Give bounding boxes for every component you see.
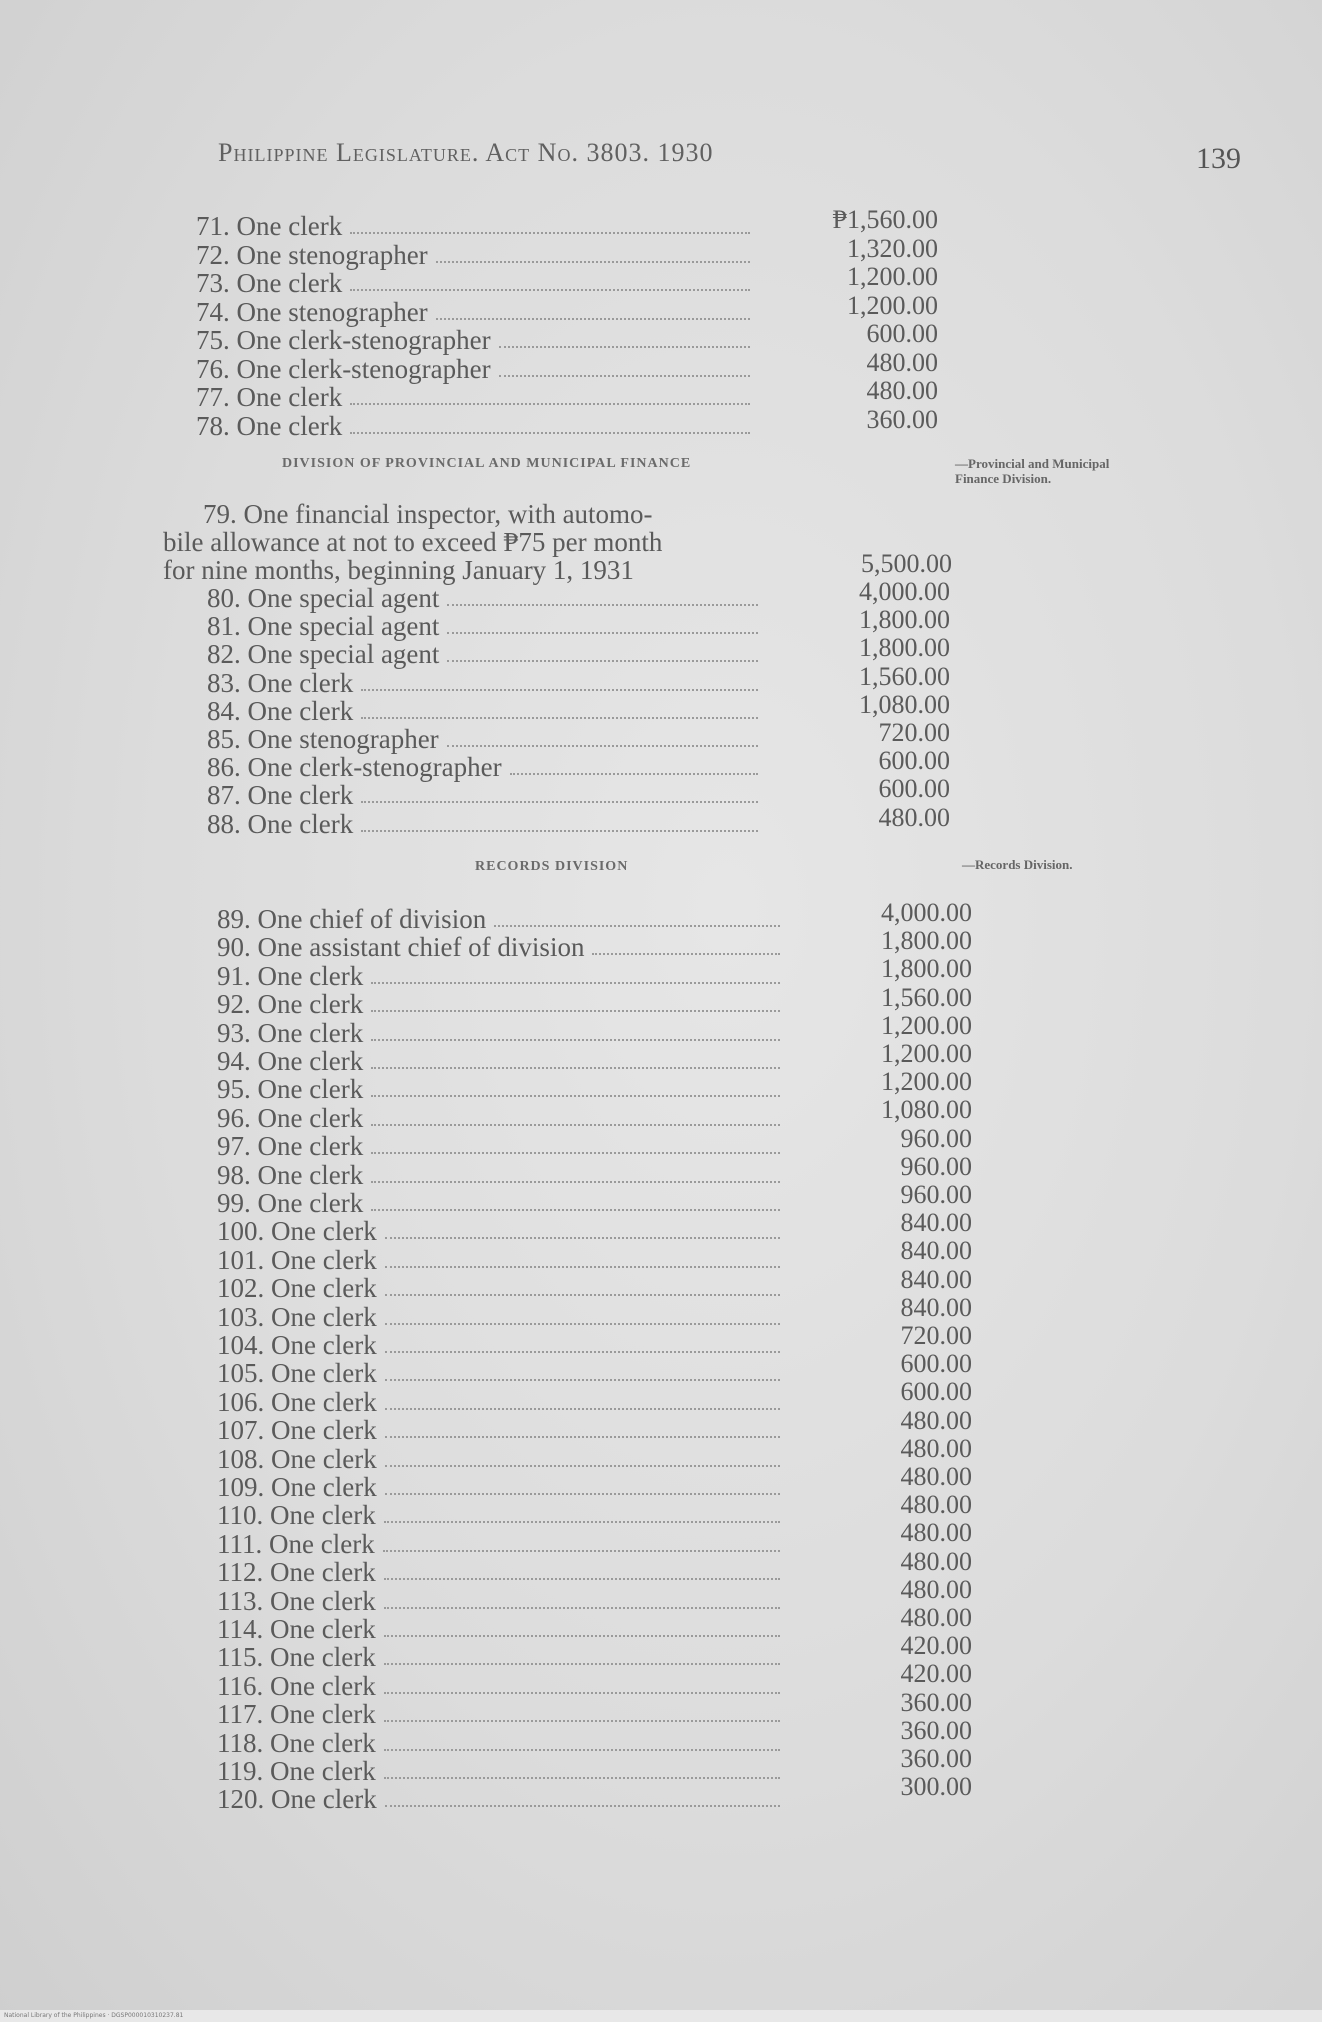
list-item-label: 83. One clerk bbox=[207, 667, 354, 698]
list-item bbox=[217, 1416, 780, 1444]
list-item-label: 97. One clerk bbox=[217, 1131, 364, 1162]
dot-leader bbox=[385, 1237, 780, 1239]
dot-leader bbox=[384, 1749, 780, 1751]
page-number: 139 bbox=[1196, 142, 1241, 175]
list-item-amount: 480.00 bbox=[900, 1405, 972, 1435]
section-heading-provincial: DIVISION OF PROVINCIAL AND MUNICIPAL FINANCE bbox=[282, 456, 692, 471]
dot-leader bbox=[361, 801, 758, 803]
dot-leader bbox=[384, 1521, 780, 1523]
dot-leader bbox=[447, 660, 758, 662]
list-item bbox=[196, 355, 750, 383]
list-item-label: 120. One clerk bbox=[217, 1784, 377, 1815]
list-item-label: 84. One clerk bbox=[207, 695, 354, 726]
list-item-amount: 480.00 bbox=[900, 1546, 972, 1576]
list-item-label: 95. One clerk bbox=[217, 1074, 364, 1105]
list-item-label: 89. One chief of division bbox=[217, 904, 487, 934]
list-item bbox=[217, 1217, 780, 1245]
dot-leader bbox=[361, 717, 758, 719]
list-item bbox=[217, 1672, 780, 1700]
item-79-line-1: 79. One financial inspector, with automo- bbox=[203, 499, 653, 529]
list-item-label: 78. One clerk bbox=[196, 410, 343, 441]
dot-leader bbox=[350, 289, 750, 291]
list-item bbox=[217, 1558, 780, 1586]
list-item-amount: 840.00 bbox=[900, 1264, 972, 1294]
list-item-amount: 840.00 bbox=[900, 1236, 972, 1266]
dot-leader bbox=[385, 1493, 780, 1495]
list-item-amount: 1,080.00 bbox=[859, 689, 950, 719]
dot-leader bbox=[371, 1010, 780, 1012]
list-item bbox=[217, 1274, 780, 1302]
list-item-label: 112. One clerk bbox=[217, 1557, 376, 1588]
list-item-amount: 480.00 bbox=[866, 347, 938, 377]
list-item bbox=[217, 1530, 780, 1558]
list-item-label: 73. One clerk bbox=[196, 268, 343, 298]
list-item bbox=[217, 1729, 780, 1757]
list-item bbox=[217, 990, 780, 1018]
list-item-amount: ₱1,560.00 bbox=[832, 205, 938, 234]
dot-leader bbox=[385, 1379, 780, 1381]
list-item bbox=[217, 933, 780, 961]
list-item bbox=[217, 1303, 780, 1331]
list-item bbox=[217, 1359, 780, 1387]
dot-leader bbox=[384, 1720, 780, 1722]
dot-leader bbox=[385, 1351, 780, 1353]
list-item-label: 92. One clerk bbox=[217, 989, 364, 1020]
dot-leader bbox=[371, 1181, 780, 1183]
list-item-amount: 1,800.00 bbox=[859, 605, 950, 635]
dot-leader bbox=[371, 982, 780, 984]
dot-leader bbox=[385, 1294, 780, 1296]
list-item-amount: 480.00 bbox=[900, 1490, 972, 1520]
list-item-amount: 1,560.00 bbox=[859, 661, 950, 691]
dot-leader bbox=[371, 1209, 780, 1211]
list-item-label: 106. One clerk bbox=[217, 1386, 377, 1417]
list-item bbox=[207, 781, 758, 809]
item-79-line-3: for nine months, beginning January 1, 1931 bbox=[163, 555, 634, 585]
dot-leader bbox=[371, 1067, 780, 1069]
list-item-label: 94. One clerk bbox=[217, 1046, 364, 1076]
list-item-amount: 1,200.00 bbox=[847, 262, 938, 291]
list-item-label: 108. One clerk bbox=[217, 1443, 377, 1474]
list-item-amount: 600.00 bbox=[878, 774, 950, 804]
list-item bbox=[217, 1075, 780, 1103]
list-item-label: 96. One clerk bbox=[217, 1102, 364, 1133]
list-item-label: 91. One clerk bbox=[217, 960, 364, 991]
list-item bbox=[217, 1445, 780, 1473]
list-item-amount: 480.00 bbox=[900, 1518, 972, 1548]
list-item-label: 119. One clerk bbox=[217, 1756, 376, 1786]
list-item-label: 76. One clerk-stenographer bbox=[196, 353, 491, 384]
list-item bbox=[217, 1132, 780, 1160]
list-item-amount: 480.00 bbox=[900, 1603, 972, 1632]
list-item-amount: 840.00 bbox=[900, 1208, 972, 1238]
list-item-label: 114. One clerk bbox=[217, 1614, 376, 1644]
list-item-label: 111. One clerk bbox=[217, 1528, 375, 1559]
dot-leader bbox=[361, 689, 758, 691]
list-item bbox=[217, 1785, 780, 1813]
list-item-label: 102. One clerk bbox=[217, 1273, 377, 1304]
list-item bbox=[217, 1331, 780, 1359]
list-item bbox=[217, 1643, 780, 1671]
list-item bbox=[196, 269, 750, 297]
list-item-label: 116. One clerk bbox=[217, 1670, 376, 1701]
list-item-amount: 1,800.00 bbox=[881, 954, 972, 984]
list-item-amount: 1,080.00 bbox=[881, 1095, 972, 1125]
dot-leader bbox=[385, 1323, 780, 1325]
dot-leader bbox=[447, 604, 758, 606]
list-item-label: 81. One special agent bbox=[207, 611, 440, 642]
dot-leader bbox=[384, 1663, 780, 1665]
list-item-amount: 480.00 bbox=[900, 1574, 972, 1604]
list-item-amount: 720.00 bbox=[900, 1321, 972, 1350]
list-item bbox=[217, 1501, 780, 1529]
list-item-amount: 1,800.00 bbox=[881, 926, 972, 956]
list-item-label: 103. One clerk bbox=[217, 1301, 377, 1332]
list-item bbox=[217, 1189, 780, 1217]
list-item bbox=[217, 1757, 780, 1785]
list-item-amount: 960.00 bbox=[900, 1123, 972, 1153]
list-item-label: 101. One clerk bbox=[217, 1244, 377, 1275]
list-item-label: 104. One clerk bbox=[217, 1330, 377, 1360]
list-item-amount: 1,560.00 bbox=[881, 982, 972, 1012]
dot-leader bbox=[385, 1805, 780, 1807]
list-item bbox=[217, 1246, 780, 1274]
list-item-amount: 480.00 bbox=[900, 1433, 972, 1463]
list-item-amount: 4,000.00 bbox=[881, 898, 972, 927]
dot-leader bbox=[447, 745, 758, 747]
item-79-line-2: bile allowance at not to exceed ₱75 per month bbox=[163, 527, 663, 557]
list-item bbox=[207, 810, 758, 838]
list-item-label: 85. One stenographer bbox=[207, 724, 439, 754]
list-item bbox=[217, 905, 780, 933]
dot-leader bbox=[385, 1436, 780, 1438]
list-item-label: 71. One clerk bbox=[196, 211, 343, 241]
list-item-label: 77. One clerk bbox=[196, 382, 343, 412]
list-item bbox=[207, 584, 758, 612]
list-item-amount: 360.00 bbox=[900, 1744, 972, 1773]
section-heading-records: RECORDS DIVISION bbox=[475, 859, 629, 874]
list-item-label: 105. One clerk bbox=[217, 1358, 377, 1389]
dot-leader bbox=[384, 1607, 780, 1609]
dot-leader bbox=[383, 1550, 780, 1552]
dot-leader bbox=[385, 1266, 780, 1268]
dot-leader bbox=[350, 403, 750, 405]
marginal-note-records: —Records Division. bbox=[962, 857, 1073, 872]
dot-leader bbox=[350, 432, 750, 434]
list-item-label: 80. One special agent bbox=[207, 583, 440, 613]
list-item-amount: 1,200.00 bbox=[847, 290, 938, 320]
list-item bbox=[217, 1700, 780, 1728]
list-item-amount: 1,200.00 bbox=[881, 1010, 972, 1040]
list-item bbox=[207, 697, 758, 725]
dot-leader bbox=[384, 1692, 780, 1694]
list-item-label: 86. One clerk-stenographer bbox=[207, 752, 502, 783]
dot-leader bbox=[494, 925, 780, 927]
list-item bbox=[207, 612, 758, 640]
dot-leader bbox=[499, 375, 750, 377]
list-item bbox=[207, 725, 758, 753]
list-item bbox=[217, 1388, 780, 1416]
list-item bbox=[196, 326, 750, 354]
dot-leader bbox=[371, 1039, 780, 1041]
dot-leader bbox=[384, 1578, 780, 1580]
dot-leader bbox=[371, 1124, 780, 1126]
list-item bbox=[207, 669, 758, 697]
list-item bbox=[207, 753, 758, 781]
list-item-amount: 300.00 bbox=[900, 1772, 972, 1802]
list-item-label: 72. One stenographer bbox=[196, 239, 428, 270]
list-item-amount: 600.00 bbox=[900, 1377, 972, 1407]
list-item-label: 99. One clerk bbox=[217, 1188, 364, 1218]
footer-credit: National Library of the Philippines · DGSP000010310237.81 bbox=[0, 2010, 1322, 2022]
dot-leader bbox=[371, 1095, 780, 1097]
list-item-amount: 360.00 bbox=[900, 1715, 972, 1745]
list-item bbox=[217, 1473, 780, 1501]
list-item-amount: 420.00 bbox=[900, 1659, 972, 1689]
list-item-amount: 420.00 bbox=[900, 1631, 972, 1661]
dot-leader bbox=[384, 1635, 780, 1637]
list-item-label: 75. One clerk-stenographer bbox=[196, 325, 491, 355]
list-item-amount: 720.00 bbox=[878, 718, 950, 747]
list-item-label: 74. One stenographer bbox=[196, 296, 428, 327]
list-item-label: 90. One assistant chief of division bbox=[217, 932, 585, 963]
list-item-label: 110. One clerk bbox=[217, 1500, 376, 1531]
list-item bbox=[217, 1615, 780, 1643]
list-item-amount: 600.00 bbox=[900, 1349, 972, 1379]
list-item bbox=[196, 241, 750, 269]
list-item-label: 82. One special agent bbox=[207, 639, 440, 670]
list-item-label: 88. One clerk bbox=[207, 808, 354, 839]
list-item-label: 115. One clerk bbox=[217, 1642, 376, 1673]
list-item-label: 93. One clerk bbox=[217, 1017, 364, 1048]
dot-leader bbox=[447, 632, 758, 634]
list-item-amount: 1,200.00 bbox=[881, 1067, 972, 1097]
list-item bbox=[217, 1161, 780, 1189]
list-item-amount: 480.00 bbox=[878, 802, 950, 832]
list-item-amount: 480.00 bbox=[900, 1462, 972, 1491]
list-item-label: 87. One clerk bbox=[207, 780, 354, 811]
dot-leader bbox=[385, 1408, 780, 1410]
dot-leader bbox=[499, 346, 750, 348]
list-item-amount: 960.00 bbox=[900, 1180, 972, 1209]
list-item bbox=[196, 298, 750, 326]
list-item-amount: 480.00 bbox=[866, 376, 938, 405]
list-item-label: 117. One clerk bbox=[217, 1699, 376, 1730]
dot-leader bbox=[436, 318, 750, 320]
list-item bbox=[217, 1047, 780, 1075]
dot-leader bbox=[350, 232, 750, 234]
list-item-amount: 1,200.00 bbox=[881, 1039, 972, 1068]
marginal-note-provincial: —Provincial and Municipal Finance Division. bbox=[955, 456, 1110, 486]
list-item-amount: 4,000.00 bbox=[859, 577, 950, 606]
dot-leader bbox=[385, 1465, 780, 1467]
list-item-amount: 600.00 bbox=[878, 746, 950, 776]
list-item-amount: 360.00 bbox=[900, 1687, 972, 1717]
list-item bbox=[217, 1019, 780, 1047]
dot-leader bbox=[510, 773, 758, 775]
dot-leader bbox=[361, 830, 758, 832]
list-item bbox=[217, 1587, 780, 1615]
dot-leader bbox=[371, 1152, 780, 1154]
list-item-label: 113. One clerk bbox=[217, 1585, 376, 1616]
dot-leader bbox=[436, 261, 750, 263]
dot-leader bbox=[384, 1777, 780, 1779]
list-item-label: 107. One clerk bbox=[217, 1415, 377, 1446]
dot-leader bbox=[592, 953, 780, 955]
list-item-label: 98. One clerk bbox=[217, 1159, 364, 1190]
list-item bbox=[196, 412, 750, 440]
list-item bbox=[217, 962, 780, 990]
list-item-label: 100. One clerk bbox=[217, 1216, 377, 1247]
list-item-amount: 960.00 bbox=[900, 1151, 972, 1181]
list-item-amount: 360.00 bbox=[866, 404, 938, 434]
list-item-label: 118. One clerk bbox=[217, 1727, 376, 1758]
list-item bbox=[196, 383, 750, 411]
running-head: Philippine Legislature. Act No. 3803. 1930 bbox=[218, 138, 714, 167]
list-item-amount: 1,800.00 bbox=[859, 633, 950, 663]
list-item-amount: 1,320.00 bbox=[847, 233, 938, 263]
list-item-amount: 600.00 bbox=[866, 319, 938, 348]
list-item bbox=[207, 640, 758, 668]
list-item bbox=[196, 212, 750, 240]
list-item-amount: 840.00 bbox=[900, 1292, 972, 1322]
list-item bbox=[217, 1104, 780, 1132]
list-item-label: 109. One clerk bbox=[217, 1472, 377, 1502]
item-79-amount: 5,500.00 bbox=[861, 549, 952, 578]
